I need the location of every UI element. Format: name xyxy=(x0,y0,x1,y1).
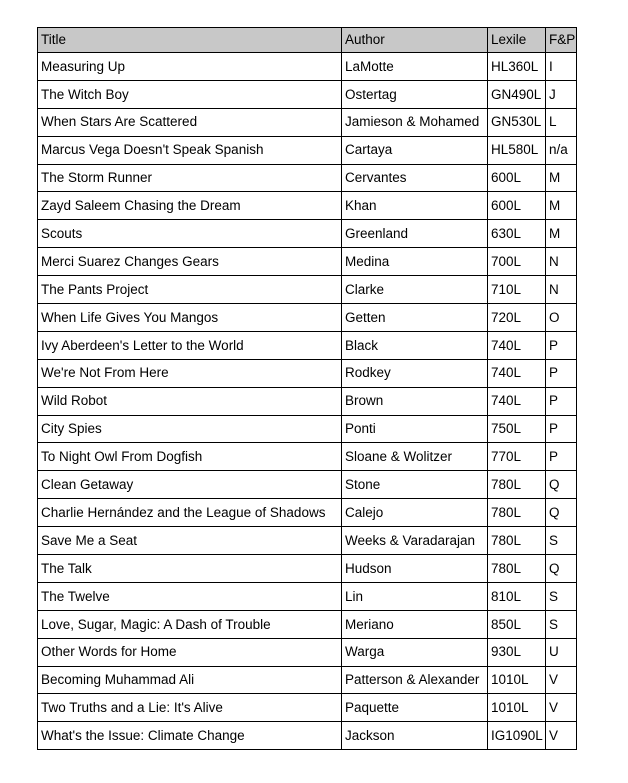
cell-fp: S xyxy=(546,527,577,555)
cell-fp: M xyxy=(546,192,577,220)
cell-title: Merci Suarez Changes Gears xyxy=(38,248,342,276)
cell-lexile: 780L xyxy=(488,555,546,583)
cell-title: Clean Getaway xyxy=(38,471,342,499)
table-row xyxy=(38,276,577,304)
table-row xyxy=(38,694,577,722)
table-header xyxy=(38,28,577,53)
cell-title: The Pants Project xyxy=(38,276,342,304)
cell-lexile: GN490L xyxy=(488,80,546,108)
cell-author: LaMotte xyxy=(342,53,488,81)
cell-author: Stone xyxy=(342,471,488,499)
cell-author: Getten xyxy=(342,304,488,332)
cell-title: The Twelve xyxy=(38,582,342,610)
table-row xyxy=(38,527,577,555)
cell-title: When Stars Are Scattered xyxy=(38,108,342,136)
table-row xyxy=(38,582,577,610)
table-row xyxy=(38,108,577,136)
cell-author: Khan xyxy=(342,192,488,220)
table-row xyxy=(38,471,577,499)
cell-lexile: 930L xyxy=(488,638,546,666)
cell-lexile: 700L xyxy=(488,248,546,276)
cell-lexile: 600L xyxy=(488,192,546,220)
cell-title: What's the Issue: Climate Change xyxy=(38,722,342,750)
table-row xyxy=(38,331,577,359)
cell-title: Marcus Vega Doesn't Speak Spanish xyxy=(38,136,342,164)
cell-fp: P xyxy=(546,443,577,471)
cell-author: Warga xyxy=(342,638,488,666)
cell-fp: n/a xyxy=(546,136,577,164)
cell-lexile: 810L xyxy=(488,582,546,610)
cell-lexile: 600L xyxy=(488,164,546,192)
cell-fp: Q xyxy=(546,499,577,527)
cell-title: Zayd Saleem Chasing the Dream xyxy=(38,192,342,220)
cell-author: Paquette xyxy=(342,694,488,722)
table-row xyxy=(38,415,577,443)
cell-author: Clarke xyxy=(342,276,488,304)
cell-author: Brown xyxy=(342,387,488,415)
cell-title: Other Words for Home xyxy=(38,638,342,666)
cell-fp: P xyxy=(546,331,577,359)
cell-fp: P xyxy=(546,359,577,387)
cell-fp: I xyxy=(546,53,577,81)
cell-author: Ponti xyxy=(342,415,488,443)
table-row xyxy=(38,555,577,583)
cell-lexile: 740L xyxy=(488,331,546,359)
cell-lexile: HL580L xyxy=(488,136,546,164)
cell-lexile: 750L xyxy=(488,415,546,443)
cell-title: Charlie Hernández and the League of Shadows xyxy=(38,499,342,527)
cell-lexile: IG1090L xyxy=(488,722,546,750)
cell-title: Scouts xyxy=(38,220,342,248)
cell-title: Measuring Up xyxy=(38,53,342,81)
cell-fp: M xyxy=(546,164,577,192)
column-header-lexile: Lexile xyxy=(488,28,546,53)
cell-lexile: 780L xyxy=(488,499,546,527)
cell-fp: S xyxy=(546,582,577,610)
cell-title: We're Not From Here xyxy=(38,359,342,387)
cell-fp: U xyxy=(546,638,577,666)
table-row xyxy=(38,304,577,332)
cell-fp: N xyxy=(546,248,577,276)
cell-lexile: HL360L xyxy=(488,53,546,81)
cell-title: The Witch Boy xyxy=(38,80,342,108)
table-row xyxy=(38,666,577,694)
cell-author: Sloane & Wolitzer xyxy=(342,443,488,471)
cell-title: Wild Robot xyxy=(38,387,342,415)
table-row xyxy=(38,136,577,164)
cell-lexile: 720L xyxy=(488,304,546,332)
cell-lexile: 710L xyxy=(488,276,546,304)
cell-title: When Life Gives You Mangos xyxy=(38,304,342,332)
cell-fp: P xyxy=(546,387,577,415)
cell-fp: P xyxy=(546,415,577,443)
column-header-fp: F&P xyxy=(546,28,577,53)
cell-fp: V xyxy=(546,722,577,750)
cell-lexile: 780L xyxy=(488,527,546,555)
cell-author: Calejo xyxy=(342,499,488,527)
cell-author: Hudson xyxy=(342,555,488,583)
cell-lexile: GN530L xyxy=(488,108,546,136)
cell-lexile: 1010L xyxy=(488,666,546,694)
cell-author: Jamieson & Mohamed xyxy=(342,108,488,136)
cell-lexile: 770L xyxy=(488,443,546,471)
table-row xyxy=(38,499,577,527)
cell-author: Medina xyxy=(342,248,488,276)
table-row xyxy=(38,443,577,471)
table-row xyxy=(38,248,577,276)
cell-lexile: 1010L xyxy=(488,694,546,722)
cell-fp: S xyxy=(546,610,577,638)
cell-author: Cervantes xyxy=(342,164,488,192)
table-row xyxy=(38,722,577,750)
column-header-title: Title xyxy=(38,28,342,53)
cell-fp: J xyxy=(546,80,577,108)
cell-title: To Night Owl From Dogfish xyxy=(38,443,342,471)
header-row xyxy=(38,28,577,53)
column-header-author: Author xyxy=(342,28,488,53)
cell-fp: V xyxy=(546,666,577,694)
cell-author: Weeks & Varadarajan xyxy=(342,527,488,555)
cell-title: Love, Sugar, Magic: A Dash of Trouble xyxy=(38,610,342,638)
table-row xyxy=(38,387,577,415)
cell-author: Meriano xyxy=(342,610,488,638)
table-row xyxy=(38,53,577,81)
cell-lexile: 740L xyxy=(488,359,546,387)
cell-author: Black xyxy=(342,331,488,359)
cell-author: Lin xyxy=(342,582,488,610)
cell-fp: O xyxy=(546,304,577,332)
cell-author: Cartaya xyxy=(342,136,488,164)
cell-lexile: 740L xyxy=(488,387,546,415)
cell-lexile: 780L xyxy=(488,471,546,499)
table-row xyxy=(38,164,577,192)
cell-title: Becoming Muhammad Ali xyxy=(38,666,342,694)
cell-author: Patterson & Alexander xyxy=(342,666,488,694)
cell-fp: N xyxy=(546,276,577,304)
cell-fp: M xyxy=(546,220,577,248)
cell-lexile: 630L xyxy=(488,220,546,248)
table-row xyxy=(38,359,577,387)
cell-fp: Q xyxy=(546,555,577,583)
cell-fp: V xyxy=(546,694,577,722)
cell-title: The Storm Runner xyxy=(38,164,342,192)
cell-title: City Spies xyxy=(38,415,342,443)
cell-author: Ostertag xyxy=(342,80,488,108)
table-row xyxy=(38,192,577,220)
cell-lexile: 850L xyxy=(488,610,546,638)
cell-fp: L xyxy=(546,108,577,136)
table-body xyxy=(38,53,577,750)
table-row xyxy=(38,80,577,108)
table-row xyxy=(38,610,577,638)
book-list-table xyxy=(37,27,577,750)
cell-title: The Talk xyxy=(38,555,342,583)
cell-title: Save Me a Seat xyxy=(38,527,342,555)
table-row xyxy=(38,638,577,666)
cell-author: Greenland xyxy=(342,220,488,248)
table-row xyxy=(38,220,577,248)
cell-author: Rodkey xyxy=(342,359,488,387)
cell-fp: Q xyxy=(546,471,577,499)
cell-author: Jackson xyxy=(342,722,488,750)
cell-title: Ivy Aberdeen's Letter to the World xyxy=(38,331,342,359)
cell-title: Two Truths and a Lie: It's Alive xyxy=(38,694,342,722)
